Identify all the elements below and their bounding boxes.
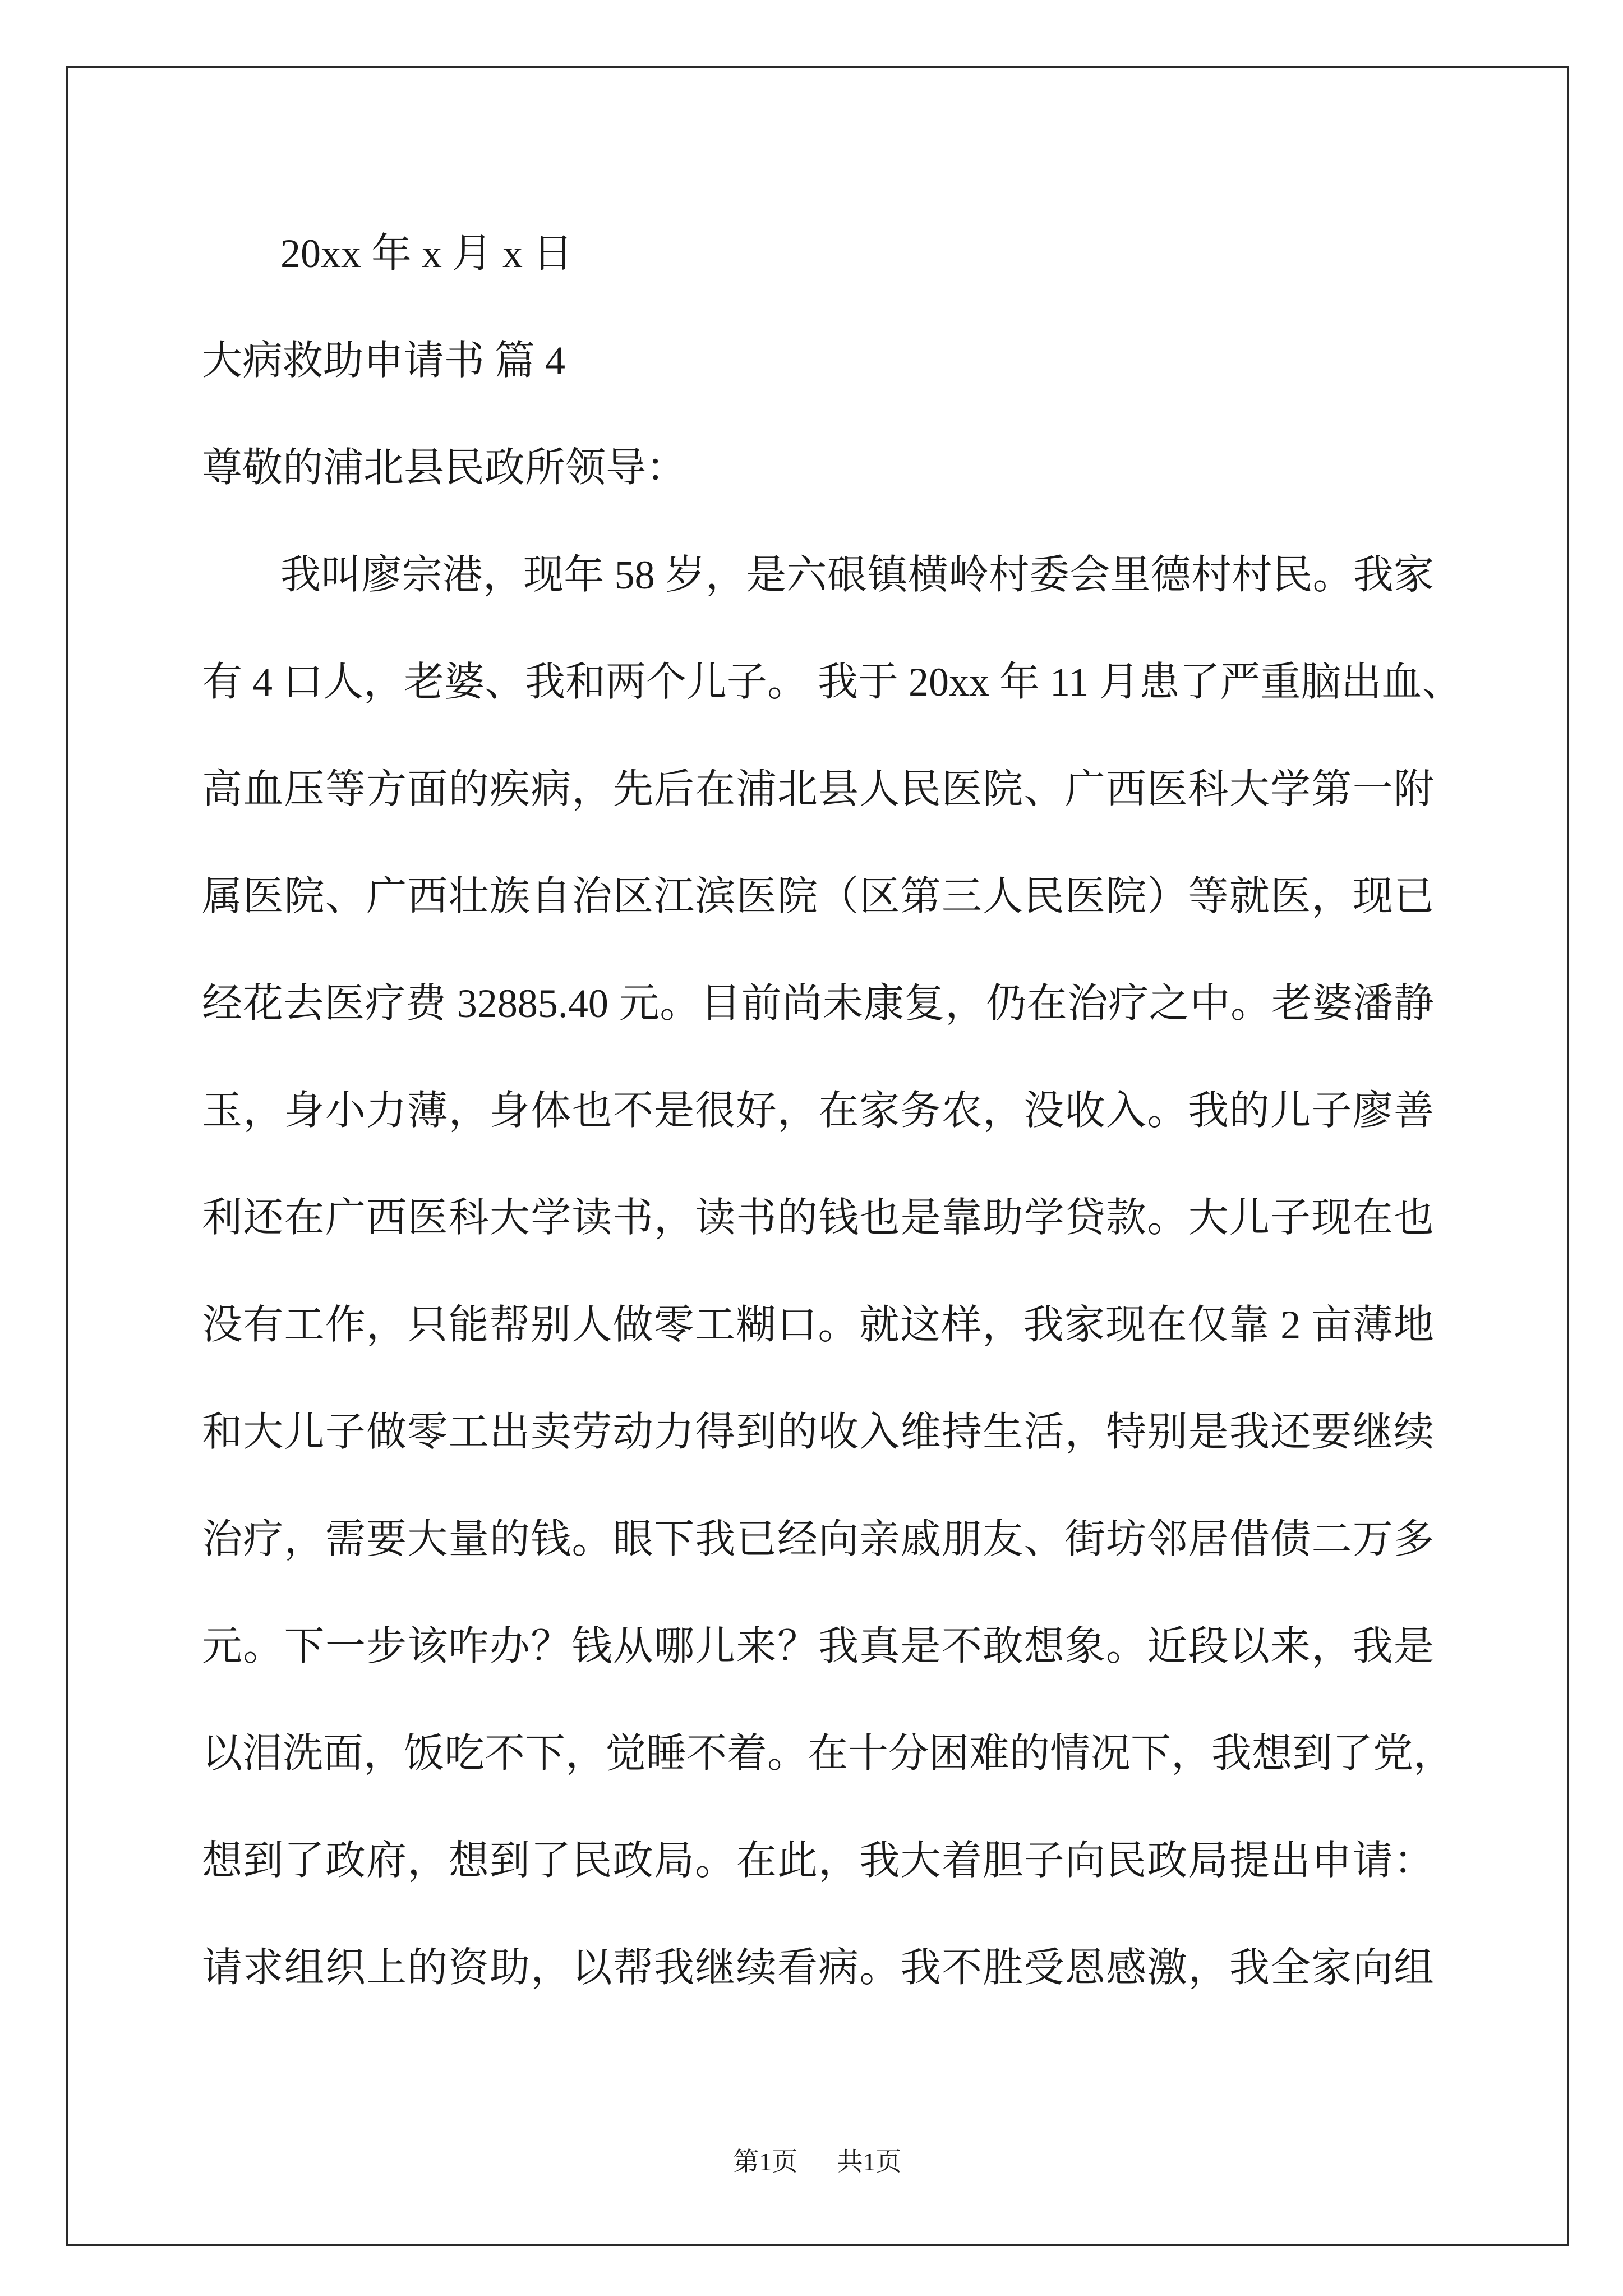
paragraph-line: 经花去医疗费 32885.40 元。目前尚未康复，仍在治疗之中。老婆潘静 <box>202 981 1434 1026</box>
paragraph-line: 治疗，需要大量的钱。眼下我已经向亲戚朋友、街坊邻居借债二万多 <box>202 1517 1434 1562</box>
paragraph-line: 属医院、广西壮族自治区江滨医院（区第三人民医院）等就医，现已 <box>202 874 1434 919</box>
page-footer <box>66 2145 1569 2179</box>
paragraph-line: 以泪洗面，饭吃不下，觉睡不着。在十分困难的情况下，我想到了党， <box>202 1731 1454 1776</box>
paragraph-line: 高血压等方面的疾病，先后在浦北县人民医院、广西医科大学第一附 <box>202 767 1434 812</box>
paragraph-line: 请求组织上的资助，以帮我继续看病。我不胜受恩感激，我全家向组 <box>202 1945 1434 1990</box>
document-body <box>202 200 1463 2022</box>
paragraph-line: 我叫廖宗港，现年 58 岁，是六硍镇横岭村委会里德村村民。我家 <box>280 553 1434 597</box>
page-total: 共1页 <box>837 2147 902 2176</box>
paragraph-line: 元。下一步该咋办？钱从哪儿来？我真是不敢想象。近段以来，我是 <box>202 1624 1434 1669</box>
section-title: 大病救助申请书 篇 4 <box>202 338 566 383</box>
paragraph-line: 玉，身小力薄，身体也不是很好，在家务农，没收入。我的儿子廖善 <box>202 1088 1434 1133</box>
paragraph-line: 利还在广西医科大学读书，读书的钱也是靠助学贷款。大儿子现在也 <box>202 1195 1434 1240</box>
paragraph-line: 有 4 口人，老婆、我和两个儿子。 我于 20xx 年 11 月患了严重脑出血、 <box>202 660 1463 705</box>
paragraph-line: 和大儿子做零工出卖劳动力得到的收入维持生活，特别是我还要继续 <box>202 1410 1434 1455</box>
date-line: 20xx 年 x 月 x 日 <box>280 231 574 276</box>
paragraph-line: 想到了政府，想到了民政局。在此，我大着胆子向民政局提出申请： <box>202 1838 1434 1883</box>
page-number: 第1页 <box>733 2147 798 2176</box>
salutation: 尊敬的浦北县民政所领导： <box>202 445 687 490</box>
paragraph-line: 没有工作，只能帮别人做零工糊口。就这样，我家现在仅靠 2 亩薄地 <box>202 1303 1434 1347</box>
